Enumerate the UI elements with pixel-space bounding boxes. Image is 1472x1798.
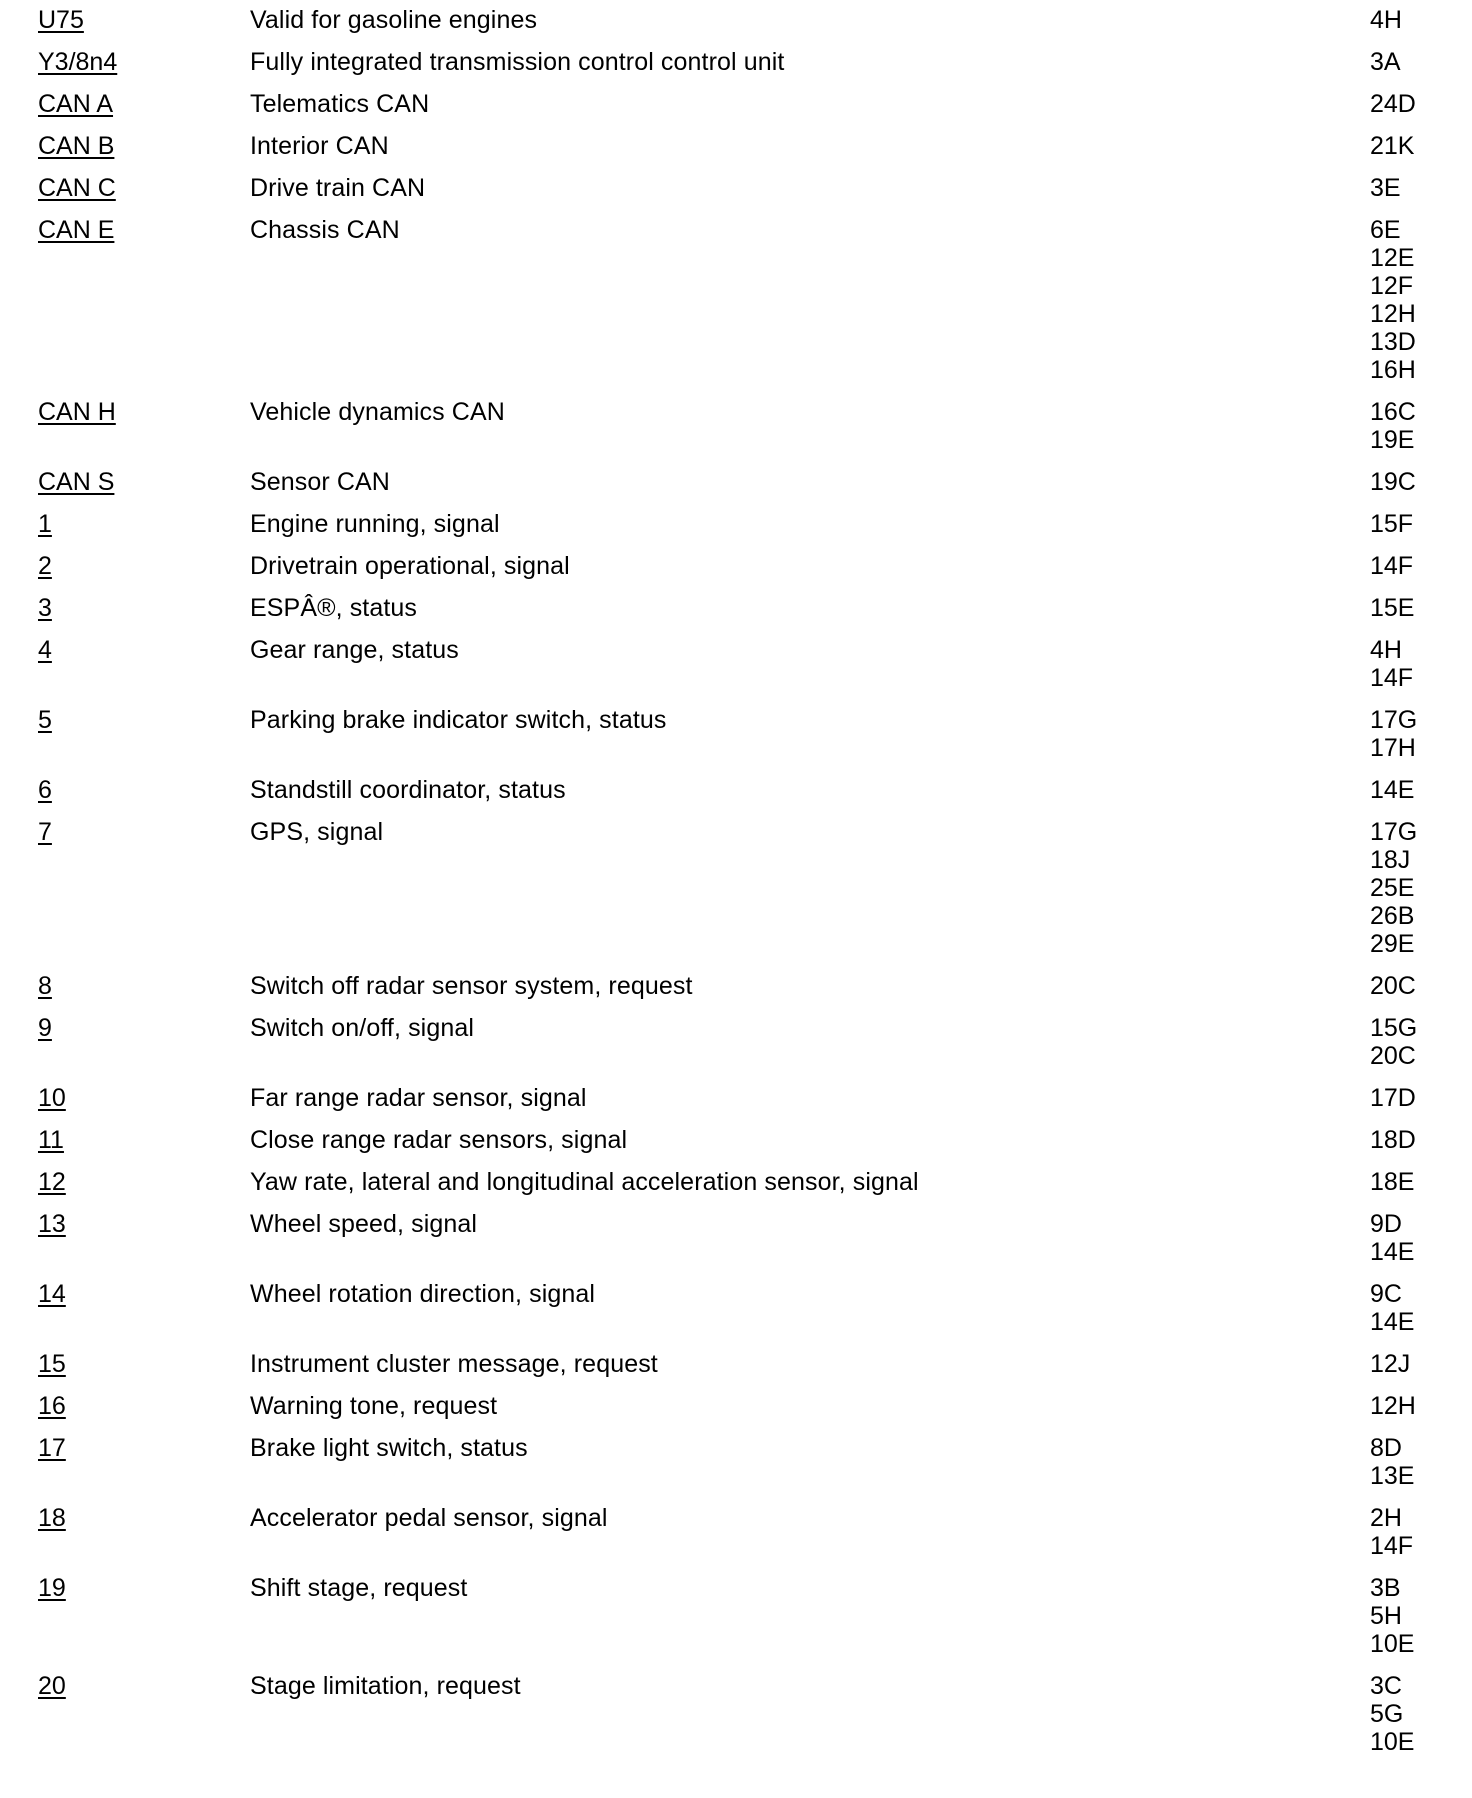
legend-code-cell (0, 1574, 250, 1672)
legend-refs (1370, 90, 1472, 132)
legend-description: Far range radar sensor, signal (250, 1084, 587, 1112)
legend-code-link[interactable]: CAN B (38, 132, 115, 160)
grid-reference: 2H (1370, 1504, 1402, 1532)
legend-row (0, 510, 1472, 552)
legend-code-link[interactable]: 7 (38, 818, 52, 846)
legend-refs (1370, 1168, 1472, 1210)
legend-row (0, 468, 1472, 510)
grid-reference: 9C (1370, 1280, 1402, 1308)
grid-reference: 18J (1370, 846, 1411, 874)
legend-code-link[interactable]: Y3/8n4 (38, 48, 118, 76)
legend-code-cell (0, 398, 250, 468)
grid-reference: 4H (1370, 636, 1402, 664)
grid-reference: 10E (1370, 1728, 1415, 1756)
legend-code-link[interactable]: 1 (38, 510, 52, 538)
legend-code-cell (0, 6, 250, 48)
legend-refs (1370, 1084, 1472, 1126)
legend-description: Sensor CAN (250, 468, 390, 496)
grid-reference: 3A (1370, 48, 1401, 76)
legend-refs (1370, 1434, 1472, 1504)
grid-reference: 9D (1370, 1210, 1402, 1238)
grid-reference: 24D (1370, 90, 1416, 118)
legend-code-link[interactable]: 10 (38, 1084, 66, 1112)
grid-reference: 12J (1370, 1350, 1411, 1378)
grid-reference: 12H (1370, 1392, 1416, 1420)
grid-reference: 4H (1370, 6, 1402, 34)
legend-row (0, 90, 1472, 132)
legend-code-link[interactable]: 15 (38, 1350, 66, 1378)
legend-code-cell (0, 1084, 250, 1126)
grid-reference: 19C (1370, 468, 1416, 496)
legend-row (0, 1350, 1472, 1392)
legend-code-link[interactable]: 8 (38, 972, 52, 1000)
grid-reference: 3E (1370, 174, 1401, 202)
legend-row (0, 6, 1472, 48)
legend-code-link[interactable]: 13 (38, 1210, 66, 1238)
grid-reference: 17D (1370, 1084, 1416, 1112)
legend-code-link[interactable]: 14 (38, 1280, 66, 1308)
legend-code-cell (0, 174, 250, 216)
legend-row (0, 972, 1472, 1014)
legend-code-cell (0, 90, 250, 132)
legend-description: Drivetrain operational, signal (250, 552, 570, 580)
legend-refs (1370, 132, 1472, 174)
legend-description: Standstill coordinator, status (250, 776, 566, 804)
legend-description: Warning tone, request (250, 1392, 498, 1420)
legend-refs (1370, 636, 1472, 706)
legend-description: Switch on/off, signal (250, 1014, 474, 1042)
legend-table (0, 6, 1472, 1770)
legend-code-cell (0, 972, 250, 1014)
legend-description: Wheel rotation direction, signal (250, 1280, 596, 1308)
legend-row (0, 818, 1472, 972)
legend-code-cell (0, 1504, 250, 1574)
legend-code-link[interactable]: 5 (38, 706, 52, 734)
legend-row (0, 1280, 1472, 1350)
legend-row (0, 1210, 1472, 1280)
legend-description: Brake light switch, status (250, 1434, 528, 1462)
legend-description: Vehicle dynamics CAN (250, 398, 505, 426)
legend-code-link[interactable]: CAN C (38, 174, 116, 202)
legend-description: Close range radar sensors, signal (250, 1126, 628, 1154)
legend-row (0, 552, 1472, 594)
legend-refs (1370, 1280, 1472, 1350)
legend-code-link[interactable]: CAN A (38, 90, 114, 118)
legend-code-link[interactable]: CAN S (38, 468, 115, 496)
legend-refs (1370, 818, 1472, 972)
legend-refs (1370, 776, 1472, 818)
legend-code-cell (0, 1126, 250, 1168)
legend-description: Chassis CAN (250, 216, 400, 244)
legend-refs (1370, 594, 1472, 636)
legend-row (0, 398, 1472, 468)
legend-description: Valid for gasoline engines (250, 6, 538, 34)
legend-row (0, 174, 1472, 216)
legend-row (0, 1504, 1472, 1574)
legend-refs (1370, 1350, 1472, 1392)
grid-reference: 16H (1370, 356, 1416, 384)
grid-reference: 17G (1370, 706, 1418, 734)
grid-reference: 20C (1370, 972, 1416, 1000)
legend-code-link[interactable]: 20 (38, 1672, 66, 1700)
legend-code-link[interactable]: 4 (38, 636, 52, 664)
legend-row (0, 1574, 1472, 1672)
legend-code-link[interactable]: 6 (38, 776, 52, 804)
grid-reference: 19E (1370, 426, 1415, 454)
legend-description: Gear range, status (250, 636, 459, 664)
grid-reference: 13D (1370, 328, 1416, 356)
legend-code-link[interactable]: U75 (38, 6, 84, 34)
legend-refs (1370, 1126, 1472, 1168)
legend-description: Wheel speed, signal (250, 1210, 478, 1238)
grid-reference: 18D (1370, 1126, 1416, 1154)
legend-row (0, 1168, 1472, 1210)
legend-code-cell (0, 552, 250, 594)
legend-code-cell (0, 510, 250, 552)
legend-description: Stage limitation, request (250, 1672, 521, 1700)
legend-code-link[interactable]: 17 (38, 1434, 66, 1462)
grid-reference: 12H (1370, 300, 1416, 328)
legend-row (0, 706, 1472, 776)
grid-reference: 15F (1370, 510, 1414, 538)
legend-description: Drive train CAN (250, 174, 426, 202)
legend-refs (1370, 468, 1472, 510)
legend-row (0, 776, 1472, 818)
legend-code-link[interactable]: 18 (38, 1504, 66, 1532)
grid-reference: 17H (1370, 734, 1416, 762)
legend-description: Engine running, signal (250, 510, 500, 538)
legend-code-cell (0, 1280, 250, 1350)
legend-code-cell (0, 1434, 250, 1504)
legend-code-link[interactable]: 11 (38, 1126, 64, 1154)
grid-reference: 14F (1370, 1532, 1414, 1560)
grid-reference: 10E (1370, 1630, 1415, 1658)
grid-reference: 6E (1370, 216, 1401, 244)
legend-code-cell (0, 1014, 250, 1084)
legend-refs (1370, 1014, 1472, 1084)
grid-reference: 25E (1370, 874, 1415, 902)
legend-code-link[interactable]: 3 (38, 594, 52, 622)
grid-reference: 13E (1370, 1462, 1415, 1490)
legend-description: Yaw rate, lateral and longitudinal acceleration sensor, signal (250, 1168, 919, 1196)
grid-reference: 26B (1370, 902, 1415, 930)
legend-description: Fully integrated transmission control control unit (250, 48, 785, 76)
legend-code-link[interactable]: 2 (38, 552, 52, 580)
legend-row (0, 48, 1472, 90)
grid-reference: 21K (1370, 132, 1415, 160)
legend-row (0, 1434, 1472, 1504)
legend-code-cell (0, 216, 250, 398)
legend-code-cell (0, 48, 250, 90)
legend-refs (1370, 1574, 1472, 1672)
grid-reference: 14F (1370, 664, 1414, 692)
legend-row (0, 1014, 1472, 1084)
legend-row (0, 636, 1472, 706)
legend-code-cell (0, 1350, 250, 1392)
legend-description: Shift stage, request (250, 1574, 468, 1602)
grid-reference: 14E (1370, 1308, 1415, 1336)
grid-reference: 8D (1370, 1434, 1402, 1462)
legend-code-link[interactable]: CAN H (38, 398, 116, 426)
legend-description: ESPÂ®, status (250, 594, 418, 622)
legend-refs (1370, 398, 1472, 468)
grid-reference: 29E (1370, 930, 1415, 958)
legend-description: Instrument cluster message, request (250, 1350, 658, 1378)
legend-code-link[interactable]: 12 (38, 1168, 66, 1196)
legend-refs (1370, 1504, 1472, 1574)
legend-row (0, 1084, 1472, 1126)
grid-reference: 20C (1370, 1042, 1416, 1070)
legend-description: Interior CAN (250, 132, 389, 160)
legend-code-cell (0, 468, 250, 510)
legend-refs (1370, 1672, 1472, 1770)
legend-refs (1370, 6, 1472, 48)
legend-refs (1370, 48, 1472, 90)
legend-code-link[interactable]: CAN E (38, 216, 115, 244)
legend-code-cell (0, 776, 250, 818)
legend-code-link[interactable]: 16 (38, 1392, 66, 1420)
grid-reference: 3B (1370, 1574, 1401, 1602)
legend-row (0, 594, 1472, 636)
legend-code-cell (0, 1672, 250, 1770)
legend-code-cell (0, 706, 250, 776)
legend-refs (1370, 972, 1472, 1014)
legend-code-link[interactable]: 9 (38, 1014, 52, 1042)
legend-refs (1370, 510, 1472, 552)
legend-code-cell (0, 1210, 250, 1280)
legend-refs (1370, 706, 1472, 776)
legend-row (0, 132, 1472, 174)
legend-body (0, 6, 1472, 1770)
grid-reference: 15G (1370, 1014, 1418, 1042)
legend-description: GPS, signal (250, 818, 384, 846)
grid-reference: 3C (1370, 1672, 1402, 1700)
legend-description: Switch off radar sensor system, request (250, 972, 693, 1000)
legend-description: Accelerator pedal sensor, signal (250, 1504, 608, 1532)
grid-reference: 14E (1370, 776, 1415, 804)
legend-code-cell (0, 636, 250, 706)
legend-code-cell (0, 1168, 250, 1210)
legend-description: Telematics CAN (250, 90, 430, 118)
legend-row (0, 1126, 1472, 1168)
legend-row (0, 1672, 1472, 1770)
grid-reference: 14F (1370, 552, 1414, 580)
legend-code-cell (0, 818, 250, 972)
legend-refs (1370, 552, 1472, 594)
legend-refs (1370, 216, 1472, 398)
legend-row (0, 216, 1472, 398)
grid-reference: 16C (1370, 398, 1416, 426)
grid-reference: 18E (1370, 1168, 1415, 1196)
grid-reference: 17G (1370, 818, 1418, 846)
legend-code-cell (0, 132, 250, 174)
legend-code-cell (0, 1392, 250, 1434)
legend-code-cell (0, 594, 250, 636)
grid-reference: 15E (1370, 594, 1415, 622)
grid-reference: 14E (1370, 1238, 1415, 1266)
grid-reference: 5G (1370, 1700, 1404, 1728)
legend-refs (1370, 174, 1472, 216)
grid-reference: 12F (1370, 272, 1414, 300)
grid-reference: 5H (1370, 1602, 1402, 1630)
grid-reference: 12E (1370, 244, 1415, 272)
legend-row (0, 1392, 1472, 1434)
legend-code-link[interactable]: 19 (38, 1574, 66, 1602)
legend-description: Parking brake indicator switch, status (250, 706, 667, 734)
legend-refs (1370, 1392, 1472, 1434)
legend-refs (1370, 1210, 1472, 1280)
